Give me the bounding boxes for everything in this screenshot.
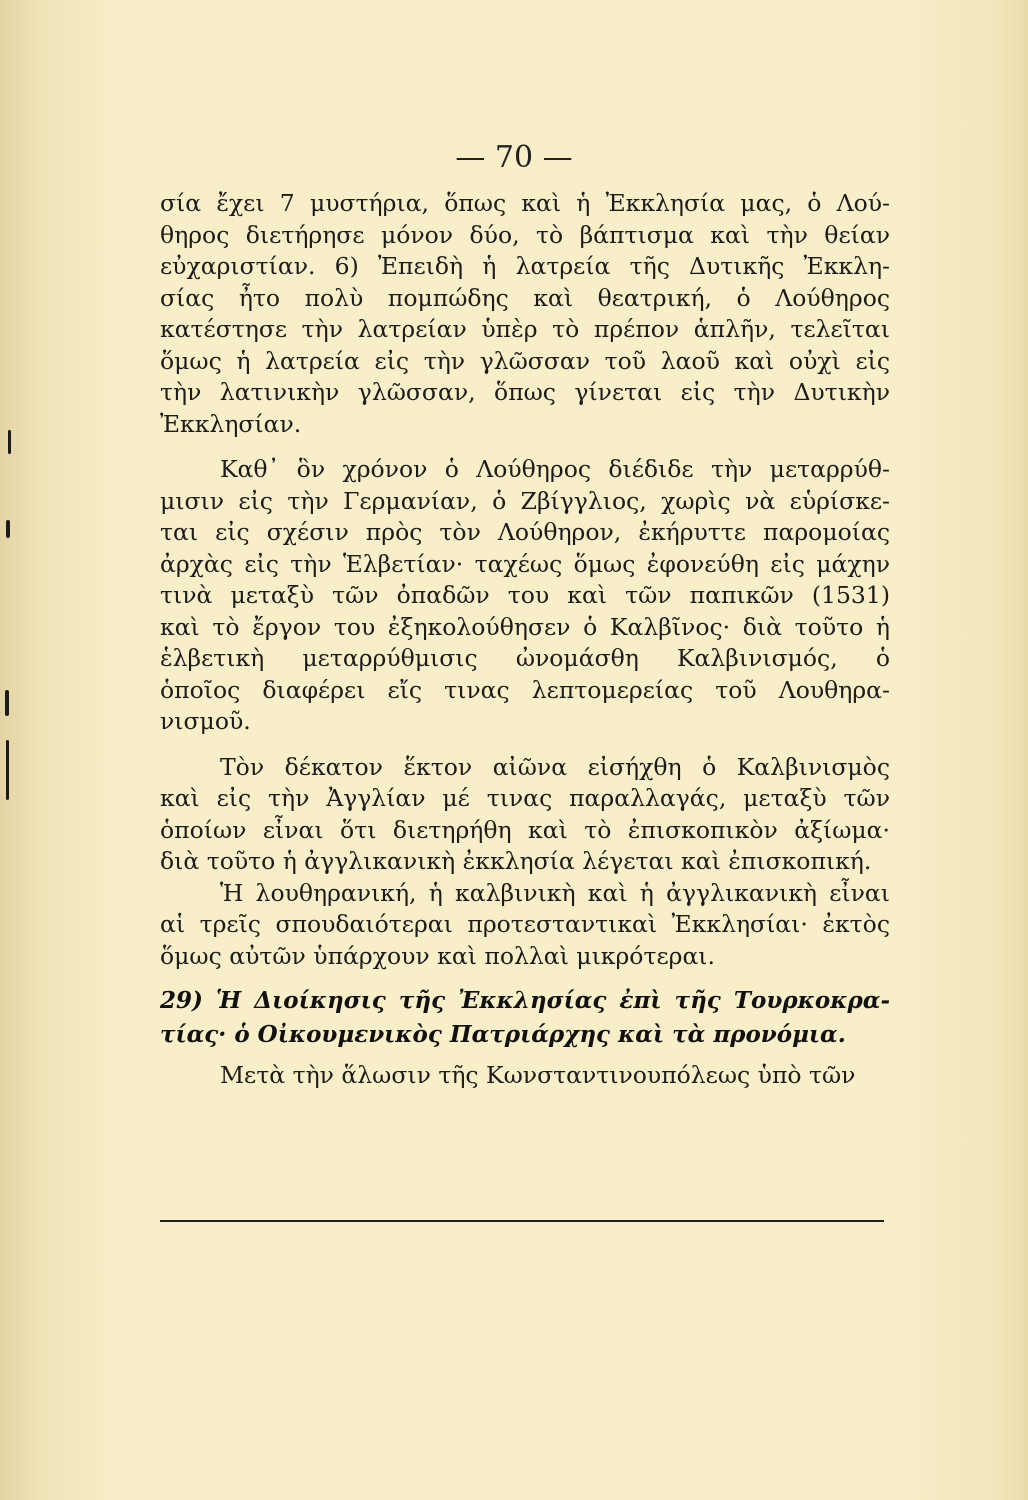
scan-mark [8, 430, 11, 454]
section-heading [160, 984, 890, 1052]
text-line: ἀρχὰς εἰς τὴν Ἑλβετίαν· ταχέως ὅμως ἐφονεύθη εἰς μάχην [160, 549, 890, 578]
paragraph-2 [160, 454, 890, 738]
paragraph-4 [160, 878, 890, 973]
text-line: εὐχαριστίαν. 6) Ἐπειδὴ ἡ λατρεία τῆς Δυτικῆς Ἐκκλη- [160, 252, 890, 280]
text-line: σία ἔχει 7 μυστήρια, ὅπως καὶ ἡ Ἐκκλησία μας, ὁ Λού- [160, 189, 890, 217]
text-line: ἑλβετικὴ μεταρρύθμισις ὠνομάσθη Καλβινισμός, ὁ [160, 644, 890, 672]
text-line: τινὰ μεταξὺ τῶν ὀπαδῶν του καὶ τῶν παπικῶν (1531) [160, 581, 890, 609]
main-text [160, 188, 890, 1092]
paragraph-1 [160, 188, 890, 440]
text-line: τὴν λατινικὴν γλῶσσαν, ὅπως γίνεται εἰς τὴν Δυτικὴν [160, 378, 890, 406]
paragraph-3 [160, 752, 890, 878]
scan-edge-marks [0, 0, 30, 1500]
text-line: Καθ᾽ ὃν χρόνον ὁ Λούθηρος διέδιδε τὴν μεταρρύθ- [220, 455, 890, 483]
heading-line: 29) Ἡ Διοίκησις τῆς Ἐκκλησίας ἐπὶ τῆς Τουρκοκρα- [160, 987, 890, 1014]
text-line: θηρος διετήρησε μόνον δύο, τὸ βάπτισμα καὶ τὴν θείαν [160, 220, 890, 249]
paragraph-5 [160, 1060, 890, 1092]
text-line: αἱ τρεῖς σπουδαιότεραι προτεσταντικαὶ Ἐκκλησίαι· ἐκτὸς [160, 910, 890, 938]
text-line: κατέστησε τὴν λατρείαν ὑπὲρ τὸ πρέπον ἁπλῆν, τελεῖται [160, 315, 890, 343]
scan-mark [6, 520, 10, 538]
text-line: ὅμως ἡ λατρεία εἰς τὴν γλῶσσαν τοῦ λαοῦ καὶ οὐχὶ εἰς [160, 346, 890, 375]
text-line: καὶ εἰς τὴν Ἀγγλίαν μέ τινας παραλλαγάς, μεταξὺ τῶν [160, 784, 890, 812]
scan-mark [5, 690, 9, 716]
heading-line: τίας· ὁ Οἰκουμενικὸς Πατριάρχης καὶ τὰ προνόμια. [160, 1021, 846, 1048]
text-line: ὅμως αὐτῶν ὑπάρχουν καὶ πολλαὶ μικρότεραι. [160, 941, 715, 970]
text-line: Μετὰ τὴν ἅλωσιν τῆς Κωνσταντινουπόλεως ὑπὸ τῶν [220, 1061, 856, 1089]
heading-underline [160, 1220, 884, 1222]
text-line: ὁποίων εἶναι ὅτι διετηρήθη καὶ τὸ ἐπισκοπικὸν ἀξίωμα· [160, 815, 890, 844]
text-line: Τὸν δέκατον ἕκτον αἰῶνα εἰσήχθη ὁ Καλβινισμὸς [220, 752, 890, 781]
text-line: Ἡ λουθηρανική, ἡ καλβινικὴ καὶ ἡ ἀγγλικανικὴ εἶναι [220, 878, 890, 907]
text-line: Ἐκκλησίαν. [160, 409, 302, 438]
scan-mark [6, 740, 9, 800]
text-line: ὁποῖος διαφέρει εἴς τινας λεπτομερείας τοῦ Λουθηρα- [160, 675, 890, 704]
text-line: διὰ τοῦτο ἡ ἀγγλικανικὴ ἐκκλησία λέγεται καὶ ἐπισκοπική. [160, 847, 872, 875]
text-line: νισμοῦ. [160, 707, 251, 735]
text-line: σίας ἦτο πολὺ πομπώδης καὶ θεατρική, ὁ Λούθηρος [160, 283, 890, 312]
text-line: καὶ τὸ ἔργον του ἐξηκολούθησεν ὁ Καλβῖνος· διὰ τοῦτο ἡ [160, 612, 890, 641]
text-line: μισιν εἰς τὴν Γερμανίαν, ὁ Ζβίγγλιος, χωρὶς νὰ εὑρίσκε- [160, 486, 890, 515]
page-number: — 70 — [455, 140, 573, 175]
text-line: ται εἰς σχέσιν πρὸς τὸν Λούθηρον, ἐκήρυττε παρομοίας [160, 518, 890, 546]
